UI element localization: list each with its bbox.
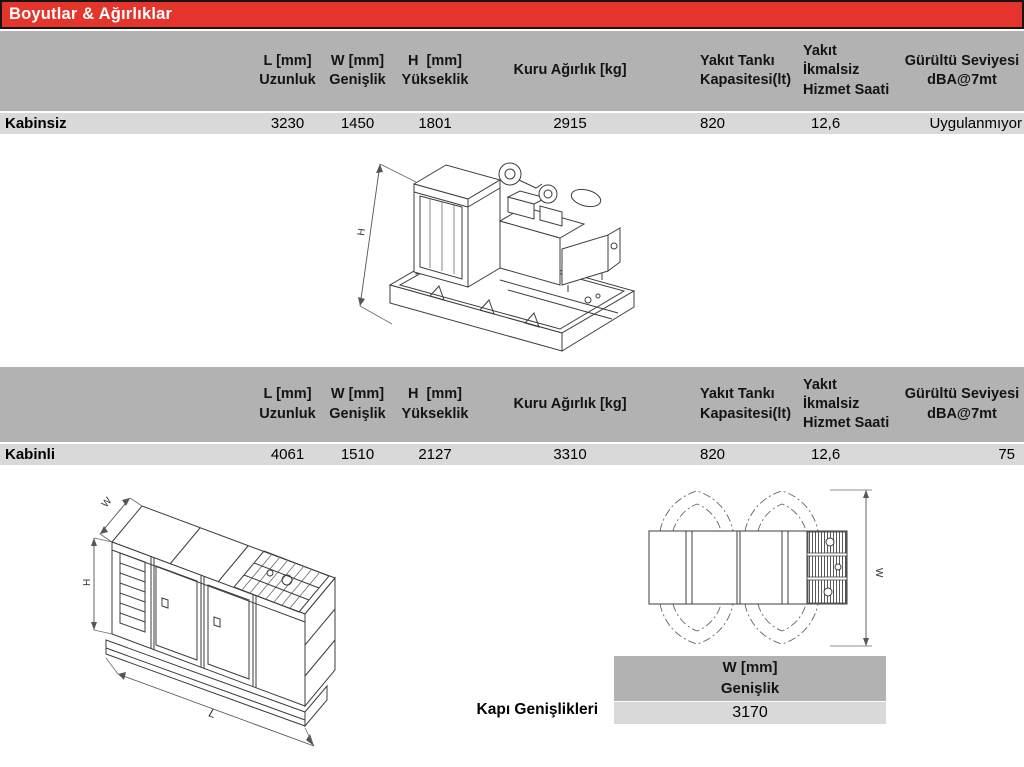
open-genset-drawing: [350, 140, 655, 352]
top-view-drawing: [640, 482, 895, 652]
door-width-table: [614, 656, 886, 724]
value-height: 2127: [390, 443, 480, 465]
value-noise-level: 75: [900, 443, 1024, 465]
value-noise-level: Uygulanmıyor: [900, 112, 1024, 134]
value-dry-weight: 2915: [480, 112, 660, 134]
dim-label-l: L: [206, 705, 219, 722]
dim-label-w: W: [873, 568, 884, 578]
header-fuel-tank: Yakıt Tankı Kapasitesi(lt): [660, 31, 795, 112]
row-label: Kabinsiz: [0, 112, 250, 134]
value-fuel-tank: 820: [660, 112, 795, 134]
header-width: W [mm] Genişlik: [325, 31, 390, 112]
top-view-svg: [640, 482, 895, 652]
dim-label-h: H: [82, 578, 93, 586]
door-width-header: [614, 656, 886, 701]
value-width: 1510: [325, 443, 390, 465]
header-length: L [mm] Uzunluk: [250, 31, 325, 112]
open-genset-svg: [350, 140, 655, 352]
table-row-kabinsiz: [0, 112, 1024, 134]
header-height: H [mm] Yükseklik: [390, 31, 480, 112]
canopy-genset-drawing: [82, 480, 342, 748]
dimensions-table-kabinli: [0, 367, 1024, 465]
value-service-hours: 12,6: [795, 112, 900, 134]
value-fuel-tank: 820: [660, 443, 795, 465]
value-width: 1450: [325, 112, 390, 134]
door-width-header-line1: W [mm]: [722, 659, 778, 676]
page-title: Boyutlar & Ağırlıklar: [0, 0, 1024, 29]
door-width-value: 3170: [614, 701, 886, 724]
header-empty: [0, 367, 250, 443]
value-dry-weight: 3310: [480, 443, 660, 465]
header-width: W [mm] Genişlik: [325, 367, 390, 443]
row-label: Kabinli: [0, 443, 250, 465]
dim-label-w: W: [99, 495, 115, 510]
table-row-kabinli: [0, 443, 1024, 465]
door-width-caption: Kapı Genişlikleri: [476, 701, 598, 718]
door-width-header-line2: Genişlik: [720, 679, 780, 697]
table-header-row: [0, 367, 1024, 443]
header-noise-level: Gürültü Seviyesi dBA@7mt: [900, 31, 1024, 112]
header-dry-weight: Kuru Ağırlık [kg]: [480, 367, 660, 443]
header-length: L [mm] Uzunluk: [250, 367, 325, 443]
table-header-row: [0, 31, 1024, 112]
value-service-hours: 12,6: [795, 443, 900, 465]
header-dry-weight: Kuru Ağırlık [kg]: [480, 31, 660, 112]
value-height: 1801: [390, 112, 480, 134]
dimensions-table-kabinsiz: [0, 31, 1024, 134]
dim-label-h: H: [356, 227, 368, 237]
header-service-hours: Yakıt İkmalsiz Hizmet Saati: [795, 31, 900, 112]
header-noise-level: Gürültü Seviyesi dBA@7mt: [900, 367, 1024, 443]
value-length: 3230: [250, 112, 325, 134]
header-service-hours: Yakıt İkmalsiz Hizmet Saati: [795, 367, 900, 443]
header-empty: [0, 31, 250, 112]
value-length: 4061: [250, 443, 325, 465]
header-height: H [mm] Yükseklik: [390, 367, 480, 443]
header-fuel-tank: Yakıt Tankı Kapasitesi(lt): [660, 367, 795, 443]
canopy-genset-svg: [82, 480, 342, 748]
